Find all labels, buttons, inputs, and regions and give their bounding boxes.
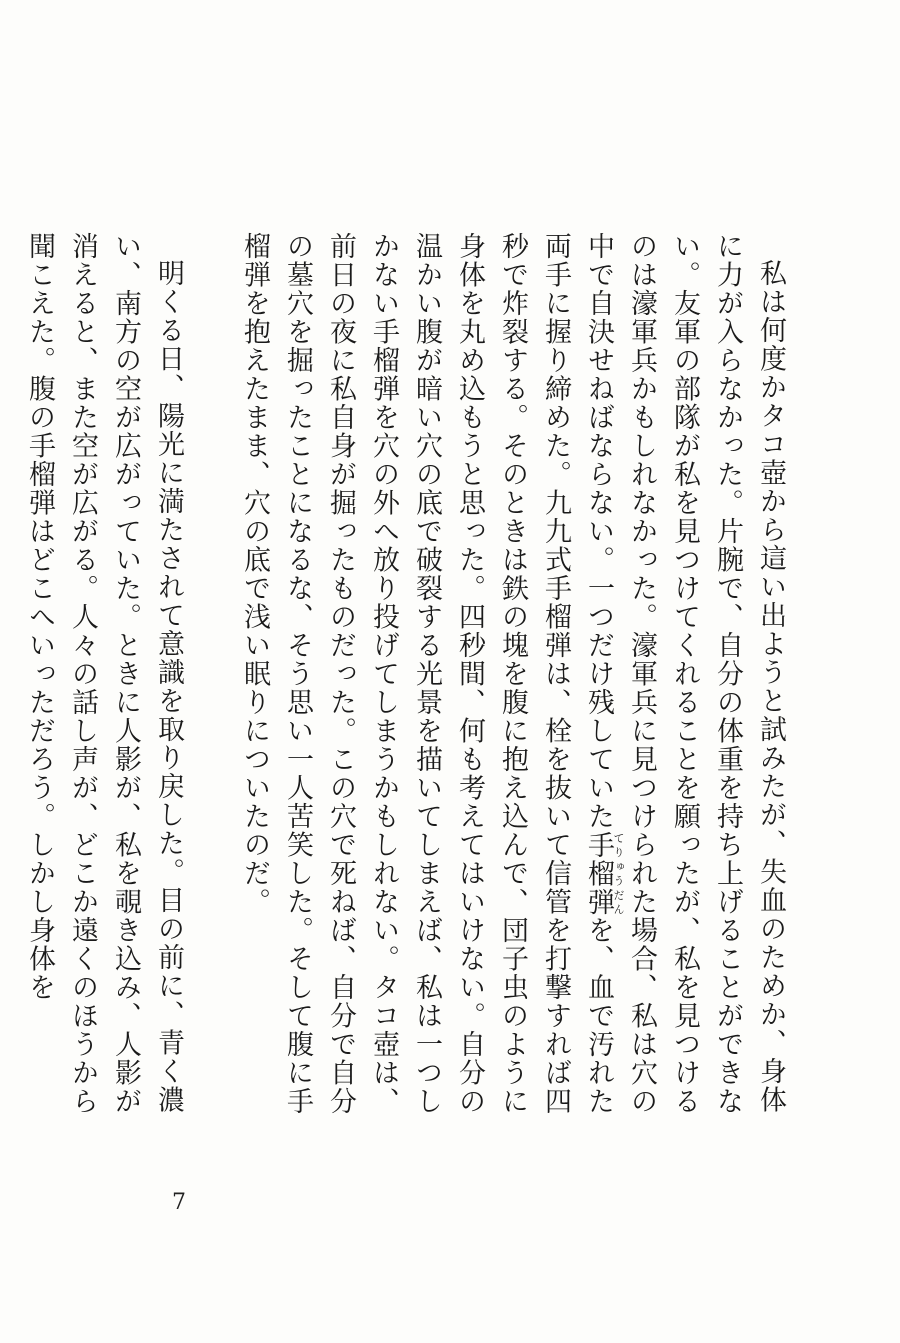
paragraph-1-text-b: を、血で汚れた両手に握り締めた。九九式手榴弾は、栓を抜いて信管を打撃すれば四秒で炸裂する。そのときは鉄の塊を腹に抱え込んで、団子虫のように身体を丸め込もうと思った。四秒間、何も考えてはいけない。自分の温かい腹が暗い穴の底で破裂する光景を描いてしまえば、私は一つしかない手榴弾を穴の外へ放り投げてしまうかもしれない。タコ壺は、前日の夜に私自身が掘ったものだった。この穴で死ねば、自分で自分の墓穴を掘ったことになるな、そう思い一人苦笑した。そして腹に手榴弾を抱えたまま、穴の底で浅い眠りについたのだ。 — [239, 232, 614, 1116]
ruby-reading: てりゅうだん — [612, 830, 625, 916]
ruby-annotation — [583, 830, 625, 917]
paragraph-gap — [190, 232, 233, 1132]
paragraph-1-text-a: 私は何度かタコ壺から這い出ようと試みたが、失血のためか、身体に力が入らなかった。片腕で、自分の体重を持ち上げることができない。友軍の部隊が私を見つけてくれることを願ったが、私を見つけるのは濠軍兵かもしれなかった。濠軍兵に見つけられた場合、私は穴の中で自決せねばならない。一つだけ残していた — [583, 232, 786, 1116]
paragraph-1 — [233, 232, 792, 1132]
vertical-text-body — [24, 232, 792, 1132]
ruby-base: 手榴弾 — [583, 830, 614, 916]
paragraph-2: 明くる日、陽光に満たされて意識を取り戻した。目の前に、青く濃い、南方の空が広がっていた。ときに人影が、私を覗き込み、人影が消えると、また空が広がる。人々の話し声が、どこか遠くのほうから聞こえた。腹の手榴弾はどこへいっただろう。しかし身体を — [24, 232, 184, 1116]
page-number: 7 — [172, 1190, 186, 1215]
